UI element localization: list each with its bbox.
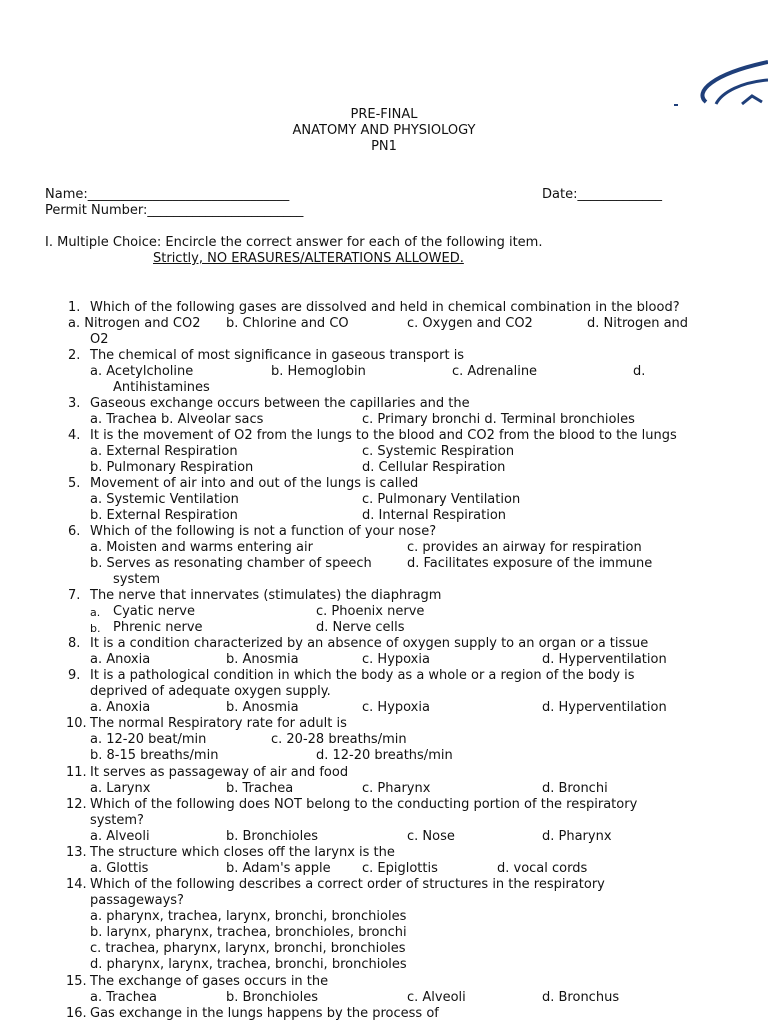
question-number: 13. (66, 845, 87, 860)
option-b: b. Anosmia (226, 652, 299, 667)
option-a: a. Acetylcholine (90, 364, 194, 379)
option-b: b. Adam's apple (226, 861, 331, 876)
option-a: a. 12-20 beat/min (90, 732, 207, 747)
question-text: Gas exchange in the lungs happens by the process of (90, 1006, 439, 1021)
question-number: 16. (66, 1006, 87, 1021)
option-c: c. provides an airway for respiration (407, 540, 642, 555)
permit-number-field[interactable]: Permit Number:________________________ (45, 203, 304, 218)
option-b: b. Serves as resonating chamber of speech (90, 556, 372, 571)
option-a: a. Nitrogen and CO2 (68, 316, 201, 331)
option-d: d. Cellular Respiration (362, 460, 506, 475)
option-c: c. Hypoxia (362, 652, 430, 667)
option-b: b. Bronchioles (226, 990, 319, 1005)
option-a-b: a. Trachea b. Alveolar sacs (90, 412, 264, 427)
question-number: 15. (66, 974, 87, 989)
option-a: a. Systemic Ventilation (90, 492, 239, 507)
subject-heading: ANATOMY AND PHYSIOLOGY (292, 123, 476, 138)
question-number: 5. (68, 476, 81, 491)
option-c: c. Pharynx (362, 781, 431, 796)
option-a: a. Moisten and warms entering air (90, 540, 313, 555)
option-a: a. External Respiration (90, 444, 238, 459)
option-b: b. Pulmonary Respiration (90, 460, 254, 475)
question-text: The normal Respiratory rate for adult is (90, 716, 347, 731)
question-number: 12. (66, 797, 87, 812)
option-d: d. Bronchus (542, 990, 620, 1005)
question-number: 1. (68, 300, 81, 315)
question-text-continued: deprived of adequate oxygen supply. (90, 684, 331, 699)
question-text: Which of the following is not a function of your nose? (90, 524, 437, 539)
question-text: Gaseous exchange occurs between the capillaries and the (90, 396, 470, 411)
question-text: Which of the following does NOT belong to the conducting portion of the respiratory (90, 797, 638, 812)
question-number: 10. (66, 716, 87, 731)
question-text: It is a pathological condition in which the body as a whole or a region of the body is (90, 668, 635, 683)
option-c: c. Oxygen and CO2 (407, 316, 533, 331)
option-a: a. Anoxia (90, 652, 151, 667)
question-number: 2. (68, 348, 81, 363)
option-b: Phrenic nerve (113, 620, 203, 635)
option-d: d. Nerve cells (316, 620, 405, 635)
question-text: It is the movement of O2 from the lungs to the blood and CO2 from the blood to the lungs (90, 428, 677, 443)
option-c: c. Epiglottis (362, 861, 438, 876)
option-a: Cyatic nerve (113, 604, 195, 619)
class-heading: PN1 (371, 139, 397, 154)
question-number: 11. (66, 765, 87, 780)
question-number: 4. (68, 428, 81, 443)
option-d-continued: O2 (90, 332, 109, 347)
option-c: c. Adrenaline (452, 364, 538, 379)
option-a: a. Alveoli (90, 829, 150, 844)
school-logo (672, 52, 768, 112)
question-text: The chemical of most significance in gaseous transport is (90, 348, 465, 363)
option-b: b. Bronchioles (226, 829, 319, 844)
question-number: 8. (68, 636, 81, 651)
question-number: 3. (68, 396, 81, 411)
question-text: The nerve that innervates (stimulates) the diaphragm (90, 588, 442, 603)
option-b: b. Anosmia (226, 700, 299, 715)
instructions-warning: Strictly, NO ERASURES/ALTERATIONS ALLOWED. (153, 251, 464, 266)
question-text: Which of the following gases are dissolved and held in chemical combination in the blood? (90, 300, 680, 315)
question-number: 6. (68, 524, 81, 539)
option-a: a. Glottis (90, 861, 149, 876)
question-number: 7. (68, 588, 81, 603)
option-b: b. External Respiration (90, 508, 238, 523)
option-b: b. Chlorine and CO (226, 316, 349, 331)
option-d: d. Hyperventilation (542, 700, 667, 715)
question-text-continued: system? (90, 813, 144, 828)
option-b: b. 8-15 breaths/min (90, 748, 219, 763)
question-text: The structure which closes off the larynx is the (90, 845, 395, 860)
instructions: I. Multiple Choice: Encircle the correct answer for each of the following item. (45, 235, 543, 250)
option-a: a. pharynx, trachea, larynx, bronchi, bronchioles (90, 909, 407, 924)
option-d-continued: system (113, 572, 160, 587)
option-c: c. trachea, pharynx, larynx, bronchi, bronchioles (90, 941, 406, 956)
date-field[interactable]: Date:_____________ (542, 187, 662, 202)
question-text: Which of the following describes a correct order of structures in the respiratory (90, 877, 605, 892)
question-text: Movement of air into and out of the lungs is called (90, 476, 419, 491)
option-d: d. Internal Respiration (362, 508, 507, 523)
option-b: b. larynx, pharynx, trachea, bronchioles, bronchi (90, 925, 407, 940)
option-a: a. Larynx (90, 781, 151, 796)
option-a: a. Trachea (90, 990, 157, 1005)
option-b: b. Trachea (226, 781, 294, 796)
option-c: c. 20-28 breaths/min (271, 732, 407, 747)
question-text-continued: passageways? (90, 893, 184, 908)
option-d: d. Hyperventilation (542, 652, 667, 667)
option-d: d. Nitrogen and (587, 316, 689, 331)
option-d: d. vocal cords (497, 861, 588, 876)
option-d: d. 12-20 breaths/min (316, 748, 453, 763)
name-field[interactable]: Name:_______________________________ (45, 187, 290, 202)
option-b: b. Hemoglobin (271, 364, 366, 379)
option-d: d. Facilitates exposure of the immune (407, 556, 653, 571)
option-d-continued: Antihistamines (113, 380, 210, 395)
question-text: It is a condition characterized by an absence of oxygen supply to an organ or a tissue (90, 636, 649, 651)
question-text: The exchange of gases occurs in the (90, 974, 329, 989)
option-c: c. Alveoli (407, 990, 466, 1005)
option-a: a. Anoxia (90, 700, 151, 715)
option-c: c. Nose (407, 829, 455, 844)
option-c: c. Systemic Respiration (362, 444, 515, 459)
option-a-letter: a. (90, 606, 101, 619)
option-c: c. Hypoxia (362, 700, 430, 715)
option-c-d: c. Primary bronchi d. Terminal bronchioles (362, 412, 635, 427)
option-c: c. Phoenix nerve (316, 604, 425, 619)
option-d: d. pharynx, larynx, trachea, bronchi, bronchioles (90, 957, 407, 972)
option-c: c. Pulmonary Ventilation (362, 492, 521, 507)
option-d: d. Bronchi (542, 781, 608, 796)
option-b-letter: b. (90, 622, 101, 635)
exam-type-heading: PRE-FINAL (350, 107, 418, 122)
option-d: d. Pharynx (542, 829, 612, 844)
option-d: d. (633, 364, 646, 379)
question-number: 9. (68, 668, 81, 683)
question-text: It serves as passageway of air and food (90, 765, 349, 780)
question-number: 14. (66, 877, 87, 892)
